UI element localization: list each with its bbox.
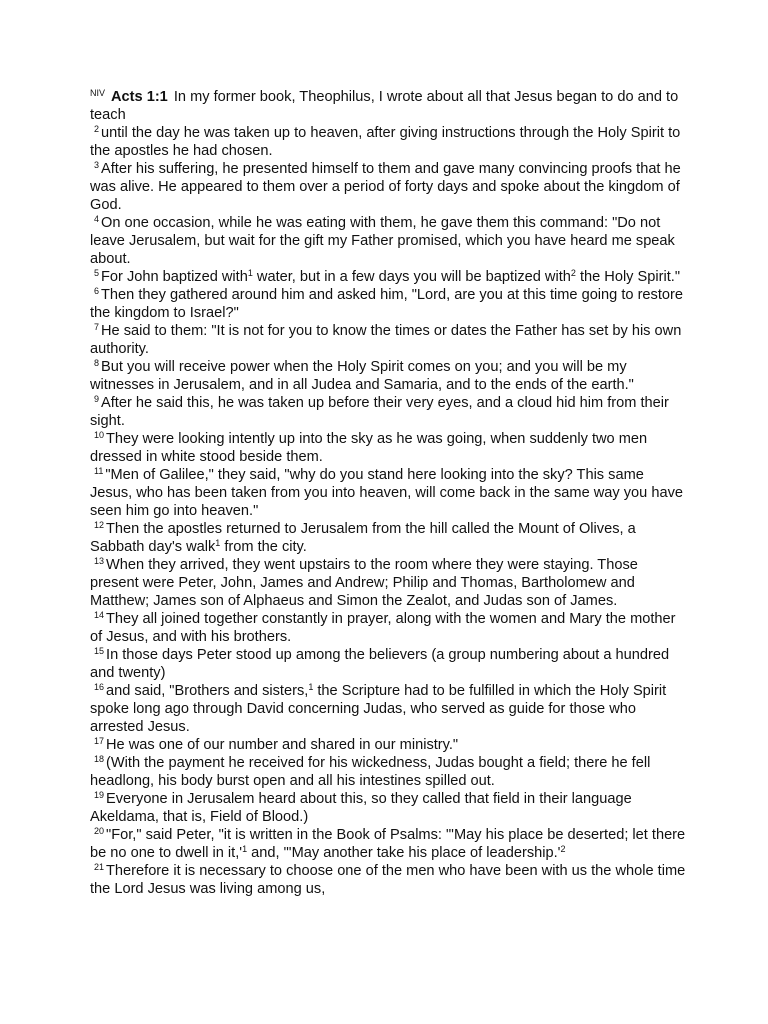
- verse-text: and said, "Brothers and sisters,: [106, 683, 309, 699]
- footnote-marker[interactable]: 1: [308, 682, 314, 692]
- verse-text: water, but in a few days you will be baptized with: [252, 269, 571, 285]
- verse-7: [90, 322, 690, 358]
- verse-21: [90, 862, 690, 898]
- verse-text: After his suffering, he presented himself to them and gave many convincing proofs that he was alive. He appeared to them over a period of forty days and spoke about the kingdom of God.: [90, 161, 681, 213]
- verse-text: until the day he was taken up to heaven, after giving instructions through the Holy Spirit to the apostles he had chosen.: [90, 125, 681, 159]
- verse-number: 12: [94, 520, 105, 530]
- verse-text: For John baptized with: [101, 269, 248, 285]
- scripture-page: [90, 88, 690, 898]
- verse-number: 8: [94, 358, 100, 368]
- verse-text: "For," said Peter, "it is written in the Book of Psalms: "'May his place be deserted; let there be no one to dwell in it,': [90, 827, 686, 861]
- verse-12: [90, 520, 690, 556]
- footnote-marker[interactable]: 1: [247, 268, 253, 278]
- bible-version-label: NIV: [90, 88, 106, 98]
- verse-16: [90, 682, 690, 736]
- footnote-marker[interactable]: 1: [215, 538, 221, 548]
- verse-15: [90, 646, 690, 682]
- verse-text: the Holy Spirit.": [575, 269, 681, 285]
- verse-17: [90, 736, 690, 754]
- verse-8: [90, 358, 690, 394]
- verse-1: [90, 88, 690, 124]
- verse-text: They all joined together constantly in prayer, along with the women and Mary the mother of Jesus, and with his brothers.: [90, 611, 676, 645]
- verse-text: "Men of Galilee," they said, "why do you stand here looking into the sky? This same Jesus, who has been taken from you into heaven, will come back in the same way you have seen him go into heaven.": [90, 467, 683, 519]
- verse-18: [90, 754, 690, 790]
- verse-text: (With the payment he received for his wickedness, Judas bought a field; there he fell headlong, his body burst open and all his intestines spilled out.: [90, 755, 651, 789]
- verse-text: They were looking intently up into the sky as he was going, when suddenly two men dressed in white stood beside them.: [90, 431, 648, 465]
- verse-number: 2: [94, 124, 100, 134]
- verse-text: Everyone in Jerusalem heard about this, so they called that field in their language Akeldama, that is, Field of Blood.): [90, 791, 632, 825]
- verse-text: In my former book, Theophilus, I wrote about all that Jesus began to do and to teach: [90, 89, 679, 123]
- passage-reference: Acts 1:1: [111, 89, 168, 105]
- verse-14: [90, 610, 690, 646]
- verse-text: and, "'May another take his place of leadership.': [247, 845, 561, 861]
- verse-5: [90, 268, 690, 286]
- verse-number: 11: [94, 466, 104, 476]
- verse-number: 13: [94, 556, 105, 566]
- verse-number: 14: [94, 610, 105, 620]
- footnote-marker[interactable]: 2: [570, 268, 576, 278]
- verse-text: After he said this, he was taken up before their very eyes, and a cloud hid him from their sight.: [90, 395, 669, 429]
- verse-text: But you will receive power when the Holy Spirit comes on you; and you will be my witnesses in Jerusalem, and in all Judea and Samaria, and to the ends of the earth.": [90, 359, 634, 393]
- verse-number: 3: [94, 160, 100, 170]
- verse-text: Then they gathered around him and asked him, "Lord, are you at this time going to restore the kingdom to Israel?": [90, 287, 683, 321]
- verse-text: In those days Peter stood up among the believers (a group numbering about a hundred and twenty): [90, 647, 670, 681]
- verse-10: [90, 430, 690, 466]
- verse-text: the Scripture had to be fulfilled in which the Holy Spirit spoke long ago through David concerning Judas, who served as guide for those who arrested Jesus.: [90, 683, 667, 735]
- verse-number: 15: [94, 646, 105, 656]
- verse-2: [90, 124, 690, 160]
- verse-6: [90, 286, 690, 322]
- verse-number: 4: [94, 214, 100, 224]
- verse-text: He was one of our number and shared in our ministry.": [106, 737, 459, 753]
- verse-number: 20: [94, 826, 105, 836]
- verse-text: from the city.: [220, 539, 307, 555]
- verse-number: 5: [94, 268, 100, 278]
- verse-text: On one occasion, while he was eating with them, he gave them this command: "Do not leave Jerusalem, but wait for the gift my Father promised, which you have heard me speak about.: [90, 215, 675, 267]
- footnote-marker[interactable]: 2: [560, 844, 566, 854]
- verse-text: When they arrived, they went upstairs to the room where they were staying. Those present were Peter, John, James and Andrew; Philip and Thomas, Bartholomew and Matthew; James son of Alphaeus and Simon the Zealot, and Judas son of James.: [90, 557, 638, 609]
- verse-19: [90, 790, 690, 826]
- verse-text: Therefore it is necessary to choose one of the men who have been with us the whole time the Lord Jesus was living among us,: [90, 863, 686, 897]
- verse-number: 19: [94, 790, 105, 800]
- verse-number: 6: [94, 286, 100, 296]
- footnote-marker[interactable]: 1: [242, 844, 248, 854]
- verse-20: [90, 826, 690, 862]
- verse-number: 10: [94, 430, 105, 440]
- verse-text: Then the apostles returned to Jerusalem from the hill called the Mount of Olives, a Sabbath day's walk: [90, 521, 636, 555]
- verse-number: 16: [94, 682, 105, 692]
- verse-9: [90, 394, 690, 430]
- verse-text: He said to them: "It is not for you to know the times or dates the Father has set by his own authority.: [90, 323, 682, 357]
- verse-number: 17: [94, 736, 105, 746]
- verse-11: [90, 466, 690, 520]
- verse-number: 9: [94, 394, 100, 404]
- verse-13: [90, 556, 690, 610]
- verse-number: 21: [94, 862, 105, 872]
- verse-3: [90, 160, 690, 214]
- verse-number: 18: [94, 754, 105, 764]
- verse-number: 7: [94, 322, 100, 332]
- verse-4: [90, 214, 690, 268]
